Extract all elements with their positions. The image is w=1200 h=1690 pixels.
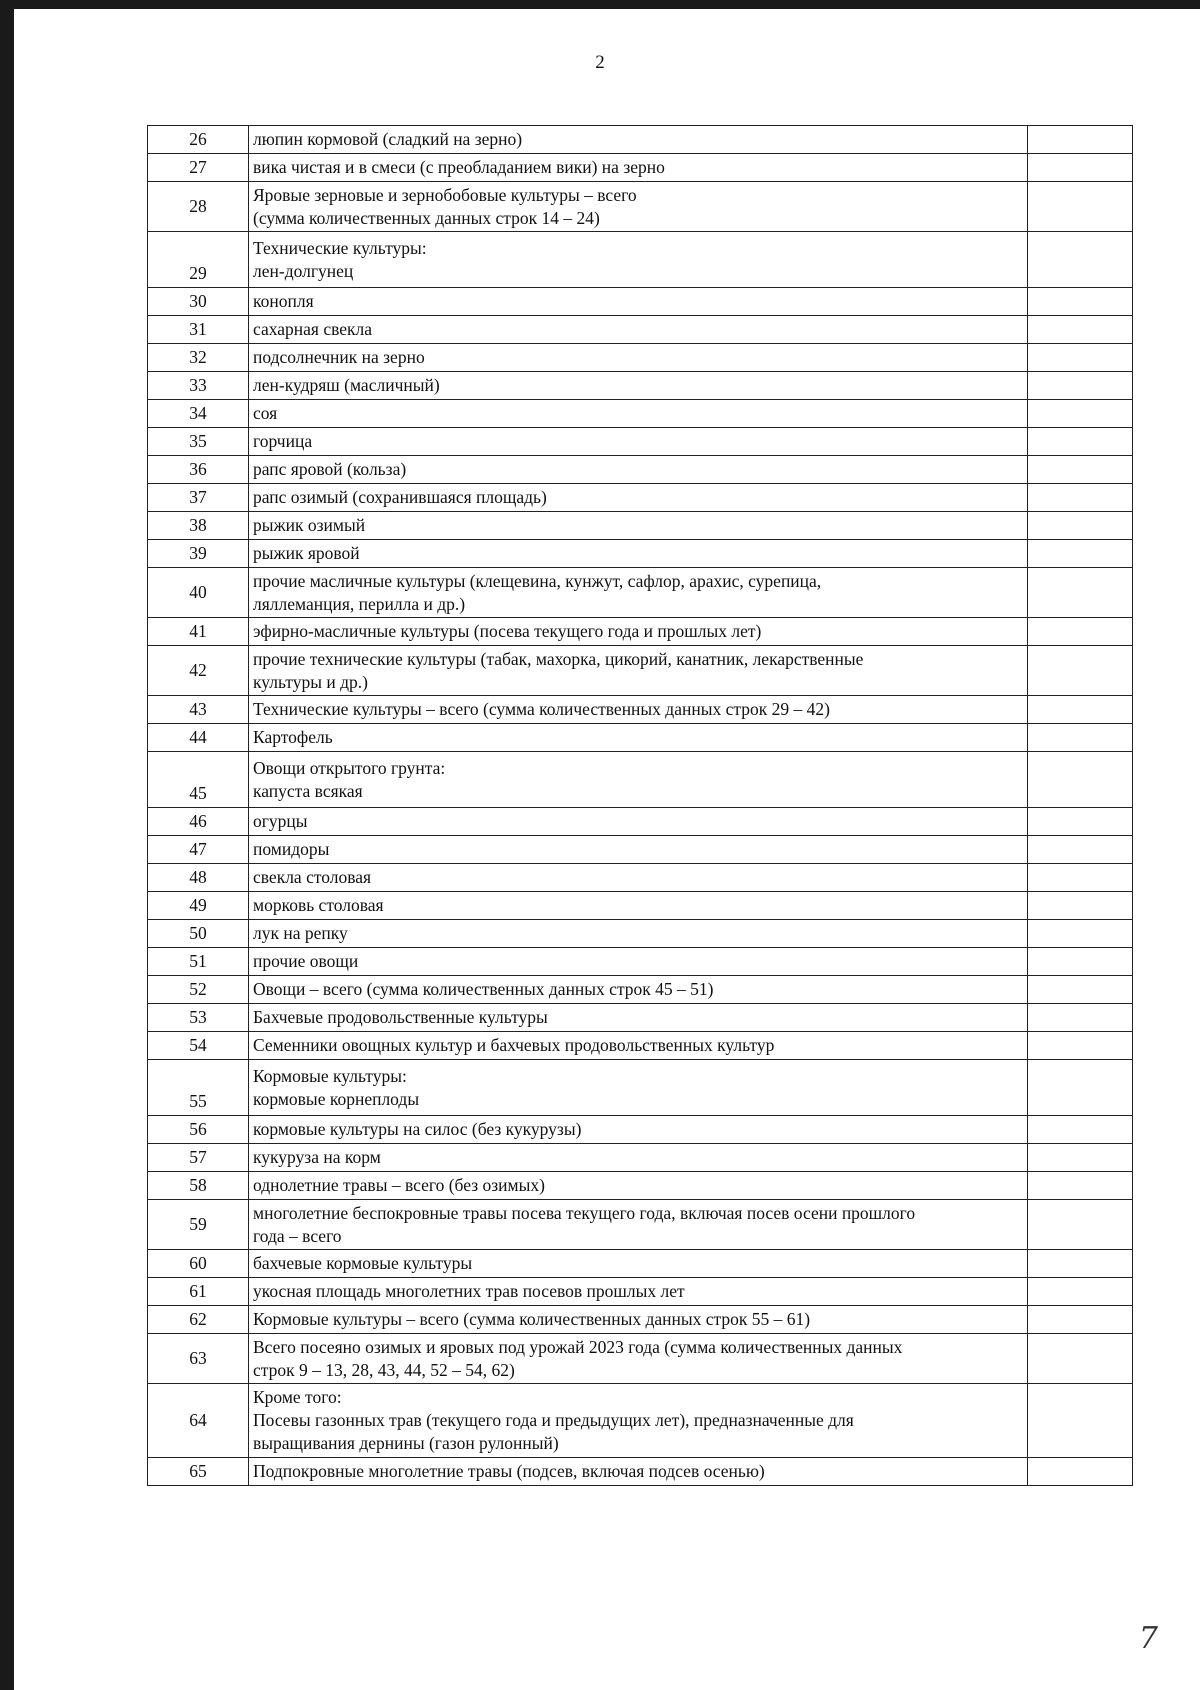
table-row: [148, 1458, 1133, 1486]
row-number: 61: [148, 1278, 249, 1306]
row-value-cell: [1028, 948, 1133, 976]
table-row: [148, 1384, 1133, 1458]
table-row: [148, 540, 1133, 568]
row-value-cell: [1028, 892, 1133, 920]
table-row: [148, 428, 1133, 456]
row-name-line: многолетние беспокровные травы посева текущего года, включая посев осени прошлого: [253, 1202, 916, 1223]
row-number: 44: [148, 724, 249, 752]
row-number: 63: [148, 1334, 249, 1384]
row-name: [249, 976, 1028, 1004]
row-value-cell: [1028, 126, 1133, 154]
row-name-line: прочие овощи: [253, 951, 359, 971]
row-value-cell: [1028, 1278, 1133, 1306]
row-number: 38: [148, 512, 249, 540]
row-number: 58: [148, 1172, 249, 1200]
table-row: [148, 182, 1133, 232]
row-name: [249, 154, 1028, 182]
table-row: [148, 316, 1133, 344]
row-name: [249, 456, 1028, 484]
row-number: 29: [148, 232, 249, 288]
table-row: [148, 512, 1133, 540]
row-number: 64: [148, 1384, 249, 1458]
row-name-line: подсолнечник на зерно: [253, 347, 425, 367]
table-row: [148, 618, 1133, 646]
row-value-cell: [1028, 724, 1133, 752]
row-number: 59: [148, 1200, 249, 1250]
row-value-cell: [1028, 618, 1133, 646]
row-number: 47: [148, 836, 249, 864]
table-row: [148, 1278, 1133, 1306]
row-name-line: Кроме того:: [253, 1387, 342, 1407]
row-name-line: выращивания дернины (газон рулонный): [253, 1433, 559, 1453]
table-row: [148, 1250, 1133, 1278]
row-name: [249, 892, 1028, 920]
row-number: 50: [148, 920, 249, 948]
table-row: [148, 1172, 1133, 1200]
row-value-cell: [1028, 1250, 1133, 1278]
section-header: Технические культуры:: [253, 237, 427, 258]
row-name-line: кормовые корнеплоды: [253, 1088, 420, 1109]
row-name-line: вика чистая и в смеси (с преобладанием вики) на зерно: [253, 157, 665, 177]
table-row: [148, 288, 1133, 316]
row-name-line: Картофель: [253, 727, 333, 747]
row-value-cell: [1028, 1144, 1133, 1172]
row-name-line: строк 9 – 13, 28, 43, 44, 52 – 54, 62): [253, 1359, 515, 1380]
row-number: 33: [148, 372, 249, 400]
row-value-cell: [1028, 1306, 1133, 1334]
row-name: [249, 920, 1028, 948]
row-name-line: Овощи – всего (сумма количественных данных строк 45 – 51): [253, 979, 714, 999]
row-name-line: рапс яровой (кольза): [253, 459, 407, 479]
row-name: [249, 1116, 1028, 1144]
scan-left-border: [0, 0, 14, 1690]
row-name-line: (сумма количественных данных строк 14 – 24): [253, 207, 600, 228]
row-name: [249, 696, 1028, 724]
table-row: [148, 724, 1133, 752]
row-value-cell: [1028, 808, 1133, 836]
table-row: [148, 864, 1133, 892]
row-value-cell: [1028, 288, 1133, 316]
section-header: Кормовые культуры:: [253, 1065, 407, 1086]
row-number: 41: [148, 618, 249, 646]
row-name-line: рыжик яровой: [253, 543, 360, 563]
row-value-cell: [1028, 456, 1133, 484]
row-number: 53: [148, 1004, 249, 1032]
row-value-cell: [1028, 344, 1133, 372]
table-row: [148, 1144, 1133, 1172]
crops-table: [147, 125, 1133, 1486]
table-row: [148, 568, 1133, 618]
row-name: [249, 1200, 1028, 1250]
row-number: 57: [148, 1144, 249, 1172]
row-value-cell: [1028, 1060, 1133, 1116]
row-name-line: Технические культуры – всего (сумма количественных данных строк 29 – 42): [253, 699, 830, 719]
table-row: [148, 484, 1133, 512]
row-number: 39: [148, 540, 249, 568]
row-name: [249, 512, 1028, 540]
row-name: [249, 808, 1028, 836]
row-name: [249, 568, 1028, 618]
row-number: 60: [148, 1250, 249, 1278]
row-name: [249, 1306, 1028, 1334]
row-value-cell: [1028, 182, 1133, 232]
row-name-line: лук на репку: [253, 923, 348, 943]
row-name: [249, 428, 1028, 456]
row-name-line: года – всего: [253, 1225, 342, 1246]
row-name: [249, 1032, 1028, 1060]
row-number: 62: [148, 1306, 249, 1334]
row-number: 56: [148, 1116, 249, 1144]
row-value-cell: [1028, 484, 1133, 512]
row-number: 36: [148, 456, 249, 484]
row-name-line: огурцы: [253, 811, 308, 831]
table-row: [148, 836, 1133, 864]
row-name-line: капуста всякая: [253, 780, 363, 801]
row-number: 43: [148, 696, 249, 724]
row-name-line: соя: [253, 403, 278, 423]
row-name: [249, 1144, 1028, 1172]
row-name: [249, 126, 1028, 154]
scan-top-border: [0, 0, 1200, 9]
row-name: [249, 618, 1028, 646]
row-value-cell: [1028, 400, 1133, 428]
table-row: [148, 696, 1133, 724]
row-number: 48: [148, 864, 249, 892]
row-name-line: культуры и др.): [253, 671, 368, 692]
row-name: [249, 864, 1028, 892]
row-name: [249, 372, 1028, 400]
row-number: 52: [148, 976, 249, 1004]
row-value-cell: [1028, 696, 1133, 724]
row-value-cell: [1028, 920, 1133, 948]
crops-table-body: [148, 126, 1133, 1486]
row-value-cell: [1028, 568, 1133, 618]
row-value-cell: [1028, 646, 1133, 696]
row-number: 35: [148, 428, 249, 456]
row-name-line: Посевы газонных трав (текущего года и предыдущих лет), предназначенные для: [253, 1410, 854, 1430]
row-number: 55: [148, 1060, 249, 1116]
table-row: [148, 232, 1133, 288]
row-number: 49: [148, 892, 249, 920]
row-value-cell: [1028, 1116, 1133, 1144]
table-row: [148, 948, 1133, 976]
row-name-line: рыжик озимый: [253, 515, 366, 535]
table-row: [148, 920, 1133, 948]
row-name-line: прочие масличные культуры (клещевина, кунжут, сафлор, арахис, сурепица,: [253, 570, 822, 591]
row-name: [249, 1458, 1028, 1486]
row-name-line: морковь столовая: [253, 895, 384, 915]
row-name-line: лен-кудряш (масличный): [253, 375, 440, 395]
row-value-cell: [1028, 428, 1133, 456]
row-name-line: Яровые зерновые и зернобобовые культуры – всего: [253, 184, 637, 205]
table-row: [148, 126, 1133, 154]
row-number: 27: [148, 154, 249, 182]
row-name: [249, 400, 1028, 428]
row-name: [249, 646, 1028, 696]
row-number: 42: [148, 646, 249, 696]
row-name-line: люпин кормовой (сладкий на зерно): [253, 129, 523, 149]
row-number: 30: [148, 288, 249, 316]
row-value-cell: [1028, 316, 1133, 344]
row-name-line: укосная площадь многолетних трав посевов прошлых лет: [253, 1281, 685, 1301]
row-name-line: лен-долгунец: [253, 260, 354, 281]
table-row: [148, 1032, 1133, 1060]
row-number: 32: [148, 344, 249, 372]
row-name: [249, 1004, 1028, 1032]
row-name: [249, 344, 1028, 372]
table-row: [148, 154, 1133, 182]
row-value-cell: [1028, 232, 1133, 288]
row-name: [249, 1384, 1028, 1458]
row-name: [249, 752, 1028, 808]
row-value-cell: [1028, 372, 1133, 400]
row-value-cell: [1028, 1200, 1133, 1250]
row-value-cell: [1028, 836, 1133, 864]
row-number: 51: [148, 948, 249, 976]
row-name-line: горчица: [253, 431, 313, 451]
row-name: [249, 288, 1028, 316]
row-name-line: кукуруза на корм: [253, 1147, 381, 1167]
table-row: [148, 1116, 1133, 1144]
table-row: [148, 400, 1133, 428]
table-row: [148, 808, 1133, 836]
row-name-line: ляллеманция, перилла и др.): [253, 593, 466, 614]
row-name: [249, 1278, 1028, 1306]
row-number: 31: [148, 316, 249, 344]
row-name: [249, 1060, 1028, 1116]
row-name-line: Подпокровные многолетние травы (подсев, включая подсев осенью): [253, 1461, 765, 1481]
row-value-cell: [1028, 752, 1133, 808]
row-number: 54: [148, 1032, 249, 1060]
row-name: [249, 1334, 1028, 1384]
table-row: [148, 752, 1133, 808]
row-name-line: Кормовые культуры – всего (сумма количественных данных строк 55 – 61): [253, 1309, 811, 1329]
section-header: Овощи открытого грунта:: [253, 757, 446, 778]
row-name-line: свекла столовая: [253, 867, 372, 887]
row-value-cell: [1028, 1032, 1133, 1060]
row-name: [249, 724, 1028, 752]
row-value-cell: [1028, 1458, 1133, 1486]
row-name: [249, 182, 1028, 232]
row-name-line: эфирно-масличные культуры (посева текущего года и прошлых лет): [253, 621, 762, 641]
row-number: 26: [148, 126, 249, 154]
row-value-cell: [1028, 154, 1133, 182]
table-row: [148, 976, 1133, 1004]
table-row: [148, 1306, 1133, 1334]
page-number: 2: [595, 52, 605, 73]
table-row: [148, 456, 1133, 484]
table-row: [148, 344, 1133, 372]
row-name-line: Бахчевые продовольственные культуры: [253, 1007, 548, 1027]
table-row: [148, 1060, 1133, 1116]
row-value-cell: [1028, 976, 1133, 1004]
row-name: [249, 540, 1028, 568]
row-number: 37: [148, 484, 249, 512]
row-number: 45: [148, 752, 249, 808]
row-name: [249, 948, 1028, 976]
row-name-line: рапс озимый (сохранившаяся площадь): [253, 487, 547, 507]
row-name-line: сахарная свекла: [253, 319, 373, 339]
row-value-cell: [1028, 1172, 1133, 1200]
row-name-line: Всего посеяно озимых и яровых под урожай 2023 года (сумма количественных данных: [253, 1336, 903, 1357]
row-name-line: однолетние травы – всего (без озимых): [253, 1175, 545, 1195]
row-number: 40: [148, 568, 249, 618]
row-name-line: кормовые культуры на силос (без кукурузы): [253, 1119, 582, 1139]
table-row: [148, 1004, 1133, 1032]
handwritten-mark: 7: [1138, 1621, 1158, 1656]
row-value-cell: [1028, 512, 1133, 540]
row-value-cell: [1028, 540, 1133, 568]
row-name: [249, 1250, 1028, 1278]
row-name-line: Семенники овощных культур и бахчевых продовольственных культур: [253, 1035, 775, 1055]
row-name: [249, 232, 1028, 288]
table-row: [148, 892, 1133, 920]
row-name: [249, 484, 1028, 512]
row-name: [249, 1172, 1028, 1200]
row-name-line: конопля: [253, 291, 314, 311]
row-value-cell: [1028, 1004, 1133, 1032]
row-number: 46: [148, 808, 249, 836]
row-name: [249, 316, 1028, 344]
row-value-cell: [1028, 1334, 1133, 1384]
row-value-cell: [1028, 864, 1133, 892]
table-row: [148, 372, 1133, 400]
table-row: [148, 646, 1133, 696]
row-value-cell: [1028, 1384, 1133, 1458]
row-name: [249, 836, 1028, 864]
row-name-line: бахчевые кормовые культуры: [253, 1253, 473, 1273]
row-number: 65: [148, 1458, 249, 1486]
row-name-line: помидоры: [253, 839, 330, 859]
table-row: [148, 1334, 1133, 1384]
row-number: 28: [148, 182, 249, 232]
row-number: 34: [148, 400, 249, 428]
row-name-line: прочие технические культуры (табак, махорка, цикорий, канатник, лекарственные: [253, 648, 864, 669]
table-row: [148, 1200, 1133, 1250]
